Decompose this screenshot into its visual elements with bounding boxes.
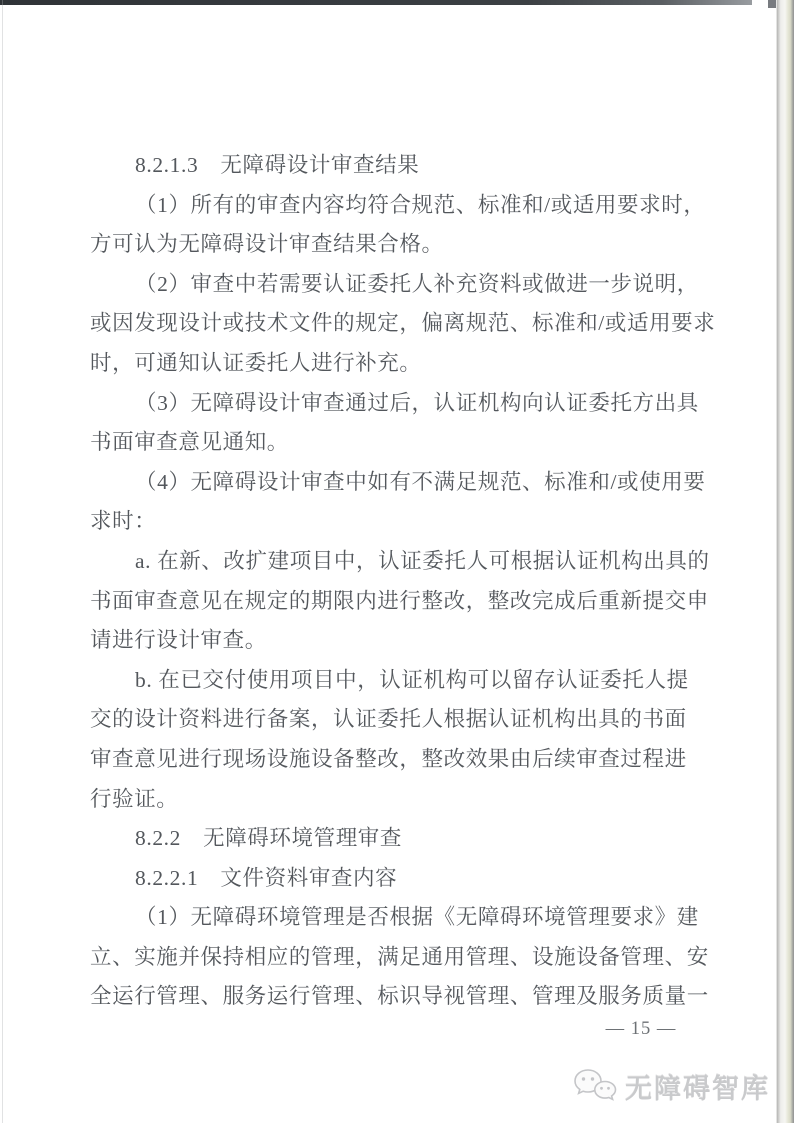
text-line: 8.2.2.1 文件资料审查内容 bbox=[135, 865, 398, 890]
text-line: （3）无障碍设计审查通过后，认证机构向认证委托方出具 bbox=[135, 390, 699, 415]
text-line: a. 在新、改扩建项目中，认证委托人可根据认证机构出具的 bbox=[135, 548, 710, 573]
text-line: 方可认为无障碍设计审查结果合格。 bbox=[90, 232, 444, 257]
text-line: 书面审查意见在规定的期限内进行整改，整改完成后重新提交申 bbox=[90, 588, 709, 613]
text-line: （1）无障碍环境管理是否根据《无障碍环境管理要求》建 bbox=[135, 905, 699, 930]
text-line: 全运行管理、服务运行管理、标识导视管理、管理及服务质量一 bbox=[90, 984, 709, 1009]
scan-top-bar bbox=[0, 0, 752, 5]
document-text-block bbox=[90, 146, 716, 1017]
text-line: （1）所有的审查内容均符合规范、标准和/或适用要求时， bbox=[135, 192, 706, 217]
text-line: （4）无障碍设计审查中如有不满足规范、标准和/或使用要 bbox=[135, 469, 706, 494]
page-left-edge bbox=[2, 0, 3, 1123]
text-line: 审查意见进行现场设施设备整改，整改效果由后续审查过程进 bbox=[90, 746, 687, 771]
text-line: 交的设计资料进行备案，认证委托人根据认证机构出具的书面 bbox=[90, 707, 687, 732]
wechat-icon bbox=[573, 1067, 617, 1105]
text-line: 8.2.2 无障碍环境管理审查 bbox=[135, 826, 403, 851]
watermark bbox=[573, 1066, 770, 1106]
page-right-edge bbox=[776, 0, 794, 1123]
text-line: 请进行设计审查。 bbox=[90, 628, 267, 653]
text-line: 时，可通知认证委托人进行补充。 bbox=[90, 350, 422, 375]
text-line: （2）审查中若需要认证委托人补充资料或做进一步说明， bbox=[135, 271, 699, 296]
text-line: b. 在已交付使用项目中，认证机构可以留存认证委托人提 bbox=[135, 667, 689, 692]
text-line: 书面审查意见通知。 bbox=[90, 430, 289, 455]
text-line: 立、实施并保持相应的管理，满足通用管理、设施设备管理、安 bbox=[90, 944, 709, 969]
watermark-label: 无障碍智库 bbox=[625, 1073, 770, 1104]
text-line: 求时： bbox=[90, 509, 157, 534]
page-number: — 15 — bbox=[605, 1019, 677, 1039]
text-line: 8.2.1.3 无障碍设计审查结果 bbox=[135, 153, 420, 177]
text-line: 行验证。 bbox=[90, 786, 179, 811]
text-line: 或因发现设计或技术文件的规定，偏离规范、标准和/或适用要求 bbox=[90, 311, 716, 336]
